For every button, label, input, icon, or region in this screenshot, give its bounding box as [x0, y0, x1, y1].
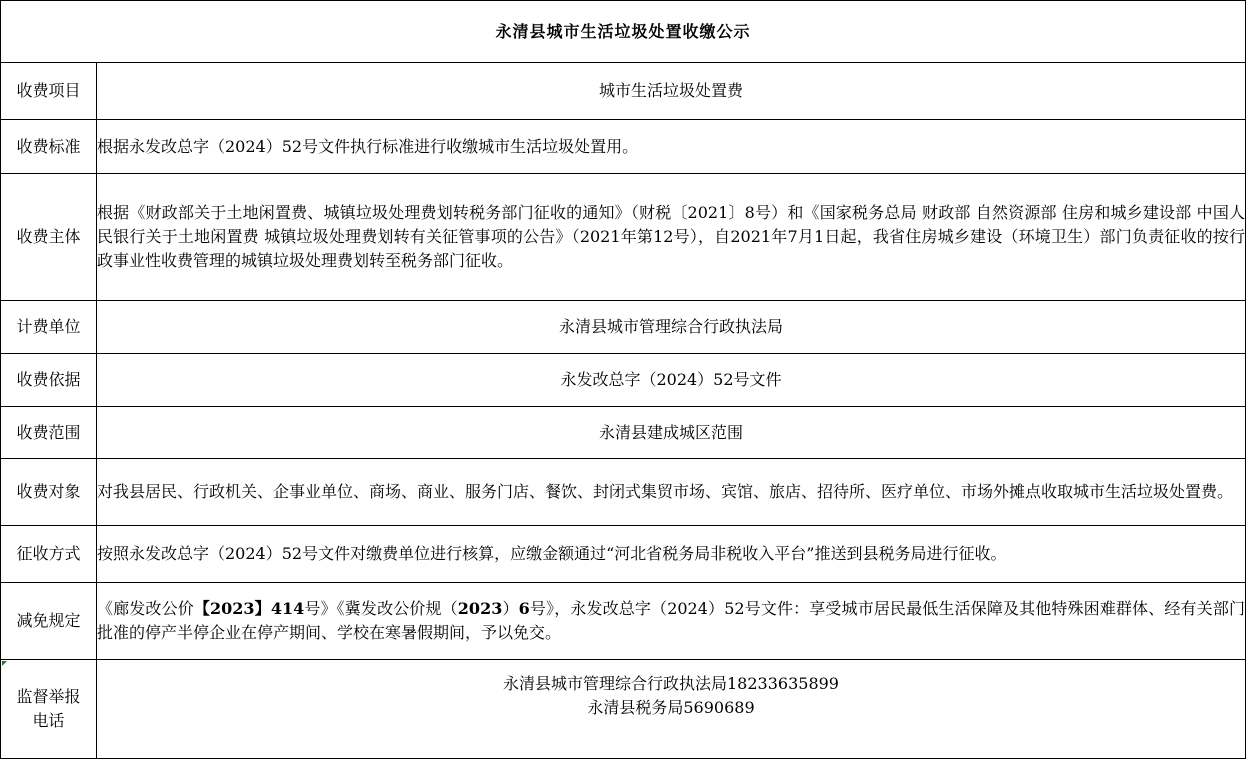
row-fee-subject — [1, 174, 1246, 301]
label-fee-item: 收费项目 — [1, 63, 97, 120]
row-fee-standard — [1, 120, 1246, 174]
value-fee-basis: 永发改总字（2024）52号文件 — [97, 354, 1246, 407]
exemption-text-2: 【2023】414 — [193, 599, 305, 618]
exemption-text-3: 号》《冀发改公价规（ — [304, 599, 458, 618]
value-fee-target: 对我县居民、行政机关、企事业单位、商场、商业、服务门店、餐饮、封闭式集贸市场、宾馆、旅店、招待所、医疗单位、市场外摊点收取城市生活垃圾处置费。 — [97, 459, 1246, 526]
value-hotline — [97, 660, 1246, 759]
row-fee-item — [1, 63, 1246, 120]
value-fee-standard: 根据永发改总字（2024）52号文件执行标准进行收缴城市生活垃圾处置用。 — [97, 120, 1246, 174]
row-hotline — [1, 660, 1246, 759]
exemption-text-7: 号》，永发改总字（2024）52号文件：享受城市居民最低生活保障及其他特殊困难群体、经有关部门批准的停产半停企业在停产期间、学校在寒暑假期间，予以免交。 — [97, 599, 1245, 642]
label-collection-method: 征收方式 — [1, 526, 97, 583]
label-fee-standard: 收费标准 — [1, 120, 97, 174]
label-fee-scope: 收费范围 — [1, 407, 97, 459]
hotline-city-management: 永清县城市管理综合行政执法局18233635899 — [503, 674, 839, 693]
label-exemption: 减免规定 — [1, 583, 97, 660]
exemption-text-5: ） — [502, 599, 519, 618]
label-fee-basis: 收费依据 — [1, 354, 97, 407]
value-fee-scope: 永清县建成城区范围 — [97, 407, 1246, 459]
label-fee-target: 收费对象 — [1, 459, 97, 526]
label-hotline-line2: 电话 — [32, 711, 65, 730]
value-fee-item: 城市生活垃圾处置费 — [97, 63, 1246, 120]
row-billing-unit — [1, 301, 1246, 354]
value-billing-unit: 永清县城市管理综合行政执法局 — [97, 301, 1246, 354]
row-fee-target — [1, 459, 1246, 526]
exemption-text-1: 《廊发改公价 — [97, 599, 194, 618]
title-row — [1, 1, 1246, 63]
hotline-tax-bureau: 永清县税务局5690689 — [587, 698, 755, 717]
exemption-text-4: 2023 — [457, 599, 503, 618]
row-exemption — [1, 583, 1246, 660]
label-fee-subject: 收费主体 — [1, 174, 97, 301]
label-hotline — [1, 660, 97, 759]
exemption-text-6: 6 — [518, 599, 530, 618]
label-billing-unit: 计费单位 — [1, 301, 97, 354]
label-hotline-line1: 监督举报 — [16, 687, 81, 706]
value-exemption — [97, 583, 1246, 660]
value-collection-method: 按照永发改总字（2024）52号文件对缴费单位进行核算，应缴金额通过“河北省税务局非税收入平台”推送到县税务局进行征收。 — [97, 526, 1246, 583]
row-collection-method — [1, 526, 1246, 583]
row-fee-basis — [1, 354, 1246, 407]
notice-title: 永清县城市生活垃圾处置收缴公示 — [1, 1, 1246, 63]
row-fee-scope — [1, 407, 1246, 459]
value-fee-subject: 根据《财政部关于土地闲置费、城镇垃圾处理费划转税务部门征收的通知》（财税〔2021〕8号）和《国家税务总局 财政部 自然资源部 住房和城乡建设部 中国人民银行关于土地闲置费 城镇垃圾处理费划转有关征管事项的公告》（2021年第12号），自2021年7月1日起，我省住房城乡建设（环境卫生）部门负责征收的按行政事业性收费管理的城镇垃圾处理费划转至税务部门征收。 — [97, 174, 1246, 301]
